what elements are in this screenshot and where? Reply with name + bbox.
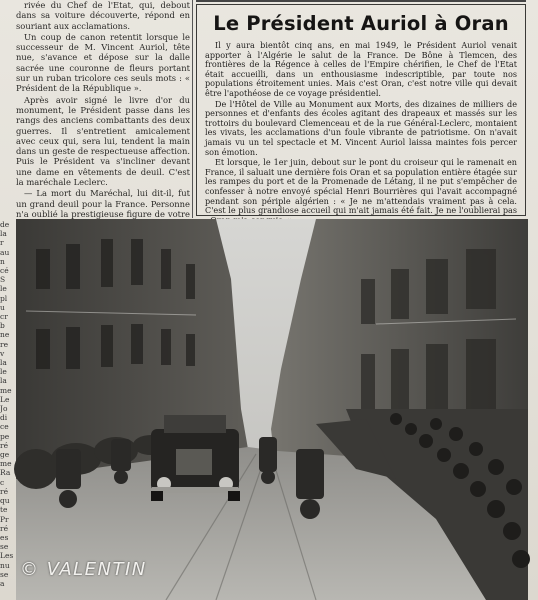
article-body — [205, 41, 517, 225]
gutter-fragment: se — [0, 542, 9, 552]
gutter-fragment: cr — [0, 312, 8, 322]
left-paragraph: Un coup de canon retentit lorsque le successeur de M. Vincent Auriol, tête nue, s'avance et dépose sur la dalle sacrée une couronne de fleurs portant sur un ruban tricolore ces seuls mots : « Président de la République ». — [16, 31, 190, 94]
top-rule — [196, 0, 526, 2]
gutter-fragment: Pr — [0, 514, 9, 524]
gutter-fragment: ce — [0, 422, 9, 432]
gutter-fragment: de — [0, 220, 10, 229]
gutter-fragment: nu — [0, 560, 10, 570]
gutter-fragment: ré — [0, 440, 9, 450]
gutter-fragment: Le — [0, 394, 10, 404]
article-paragraph: Il y aura bientôt cinq ans, en mai 1949, le Président Auriol venait apporter à l'Algérie le salut de la France. De Bône à Tlemcen, des frontières de la Régence à celles de l'Empire chérifien, le Chef de l'Etat était accueilli, dans un enthousiasme indescriptible, par toute nos populations étroitement unies. Mais c'est Oran, c'est notre ville qui devait être l'apothéose de ce voyage présidentiel. — [205, 40, 517, 98]
gutter-fragment: le — [0, 284, 7, 294]
gutter-fragment: te — [0, 505, 8, 515]
gutter-fragment: qu — [0, 496, 10, 506]
gutter-fragment: Les — [0, 551, 14, 561]
gutter-fragment: cé — [0, 266, 9, 276]
article-paragraph: De l'Hôtel de Ville au Monument aux Morts, des dizaines de milliers de personnes et d'enfants des écoles agitant des drapeaux et massés sur les trottoirs du boulevard Clemenceau et de la rue Général-Leclerc, montaient les vivats, les acclamations d'un foule vibrante de patriotisme. On n'avait jamais vu un tel spectacle et M. Vincent Auriol laissa maintes fois percer son émotion. — [205, 98, 517, 157]
gutter-fragment: u — [0, 302, 5, 312]
gutter-fragment: Ra — [0, 468, 11, 478]
gutter-fragment: ge — [0, 450, 10, 460]
gutter-fragment: la — [0, 229, 7, 239]
gutter-fragment: se — [0, 569, 9, 579]
gutter-fragment: me — [0, 385, 12, 395]
gutter-fragment: di — [0, 413, 8, 423]
article-box — [196, 4, 526, 216]
gutter-fragment: ne — [0, 330, 10, 340]
cropped-column-gutter — [0, 220, 16, 600]
gutter-fragment: v — [0, 348, 5, 358]
gutter-fragment: c — [0, 477, 5, 487]
gutter-fragment: au — [0, 247, 10, 257]
gutter-fragment: pl — [0, 293, 8, 303]
column-divider — [192, 0, 193, 218]
gutter-fragment: ré — [0, 523, 9, 533]
gutter-fragment: es — [0, 532, 9, 542]
gutter-fragment: n — [0, 256, 5, 266]
article-headline: Le Président Auriol à Oran — [213, 12, 509, 35]
gutter-fragment: Jo — [0, 404, 8, 414]
gutter-fragment: S — [0, 275, 6, 285]
left-paragraph: rivée du Chef de l'Etat, qui, debout dans sa voiture découverte, répond en souriant aux acclamations. — [16, 0, 190, 31]
watermark-text: © VALENTIN — [20, 559, 147, 580]
street-scene-image — [16, 219, 528, 600]
parade-photograph — [16, 219, 528, 600]
gutter-fragment: ré — [0, 486, 9, 496]
gutter-fragment: pe — [0, 431, 10, 441]
gutter-fragment: la — [0, 376, 7, 386]
gutter-fragment: re — [0, 339, 9, 349]
left-paragraph: Après avoir signé le livre d'or du monument, le Président passe dans les rangs des anciens combattants des deux guerres. Il s'entretient amicalement avec ceux qui, sera lui, tendent la main dans un geste de respectueuse affection. Puis le Président va s'incliner devant une dame en vêtements de deuil. C'est la maréchale Leclerc. — [16, 94, 190, 188]
gutter-fragment: le — [0, 367, 7, 377]
gutter-fragment: a — [0, 578, 5, 588]
gutter-fragment: me — [0, 459, 12, 469]
gutter-fragment: r — [0, 238, 4, 248]
gutter-fragment: b — [0, 321, 5, 331]
gutter-fragment: la — [0, 358, 7, 368]
left-column-text — [16, 0, 190, 219]
article-paragraph: Et lorsque, le 1er juin, debout sur le pont du croiseur qui le ramenait en France, il saluait une dernière fois Oran et sa population entière étagée sur les rampes du port et de la Promenade de Létang, il ne put s'empêcher de confesser à notre envoyé spécial Henri Bourrières qui l'avait accompagné pendant son périple algérien : « Je ne m'attendais vraiment pas à cela. C'est le plus grandiose accueil qui m'ait jamais été fait. Je ne l'oublierai pas — [205, 157, 517, 216]
left-paragraph: — La mort du Maréchal, lui dit-il, fut un grand deuil pour la France. Personne n'a oublié la prestigieuse figure de votre — [16, 188, 190, 219]
